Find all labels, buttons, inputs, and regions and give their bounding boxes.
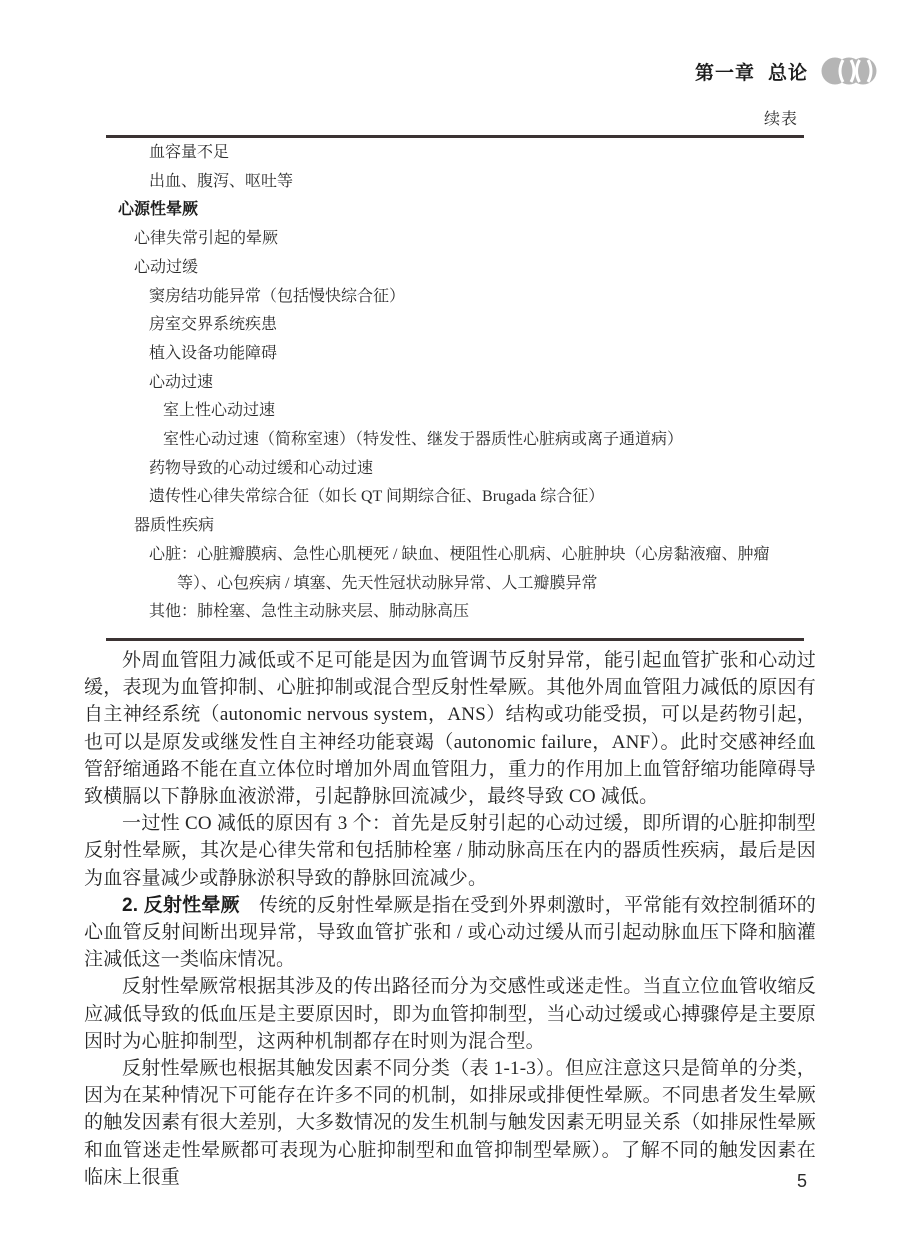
paragraph: 一过性 CO 减低的原因有 3 个：首先是反射引起的心动过缓，即所谓的心脏抑制型反射性晕厥，其次是心律失常和包括肺栓塞 / 肺动脉高压在内的器质性疾病，最后是因为血容量减少或静脉淤积导致的静脉回流减少。 <box>84 813 816 889</box>
table-row: 室性心动过速（简称室速）（特发性、继发于器质性心脏病或离子通道病） <box>163 431 684 449</box>
table-row: 血容量不足 <box>149 144 230 161</box>
syncope-classification-table <box>106 135 804 641</box>
table-row: 心脏：心脏瓣膜病、急性心肌梗死 / 缺血、梗阻性心肌病、心脏肿块（心房黏液瘤、肿瘤等）、心包疾病 / 填塞、先天性冠状动脉异常、人工瓣膜异常 <box>149 545 770 592</box>
table-row: 室上性心动过速 <box>163 402 276 420</box>
paragraph: 反射性晕厥也根据其触发因素不同分类（表 1-1-3）。但应注意这只是简单的分类，因为在某种情况下可能存在许多不同的机制，如排尿或排便性晕厥。不同患者发生晕厥的触发因素有很大差别，大多数情况的发生机制与触发因素无明显关系（如排尿性晕厥和血管迷走性晕厥都可表现为心脏抑制型和血管抑制型晕厥）。了解不同的触发因素在临床上很重 <box>84 1058 816 1188</box>
paragraph <box>84 892 816 974</box>
body-text <box>84 647 816 1191</box>
paragraph-lead-bold: 2. 反射性晕厥 <box>122 894 240 916</box>
table-row: 出血、腹泻、呕吐等 <box>149 172 294 190</box>
paragraph: 反射性晕厥常根据其涉及的传出路径而分为交感性或迷走性。当直立位血管收缩反应减低导致的低血压是主要原因时，即为血管抑制型，当心动过缓或心搏骤停是主要原因时为心脏抑制型，这两种机制都存在时则为混合型。 <box>84 976 816 1052</box>
chapter-number: 第一章 <box>694 62 755 84</box>
table-row: 窦房结功能异常（包括慢快综合征） <box>149 287 406 305</box>
table-row: 药物导致的心动过缓和心动过速 <box>149 459 374 477</box>
table-row: 房室交界系统疾患 <box>149 316 278 334</box>
running-header <box>695 57 878 85</box>
chapter-heading <box>695 58 808 85</box>
table-row: 心律失常引起的晕厥 <box>134 230 279 248</box>
table-row: 器质性疾病 <box>134 517 215 535</box>
paragraph: 外周血管阻力减低或不足可能是因为血管调节反射异常，能引起血管扩张和心动过缓，表现为血管抑制、心脏抑制或混合型反射性晕厥。其他外周血管阻力减低的原因有自主神经系统（autonomic nervous system，ANS）结构或功能受损，可以是药物引起，也可以是原发或继发性自主神经功能衰竭（autonomic failure，ANF）。此时交感神经血管舒缩通路不能在直立体位时增加外周血管阻力，重力的作用加上血管舒缩功能障碍导致横膈以下静脉血液淤滞，引起静脉回流减少，最终导致 CO 减低。 <box>84 650 816 808</box>
table-row-section-header: 心源性晕厥 <box>118 201 199 219</box>
table-row: 其他：肺栓塞、急性主动脉夹层、肺动脉高压 <box>149 603 470 621</box>
table-row: 植入设备功能障碍 <box>149 344 278 362</box>
table-row: 心动过缓 <box>134 258 199 276</box>
chapter-title: 总论 <box>767 62 808 84</box>
page-number: 5 <box>796 1171 807 1191</box>
table-row: 遗传性心律失常综合征（如长 QT 间期综合征、Brugada 综合征） <box>149 488 605 506</box>
table-continued-label: 续表 <box>763 111 798 128</box>
paragraph-rest: 传统的反射性晕厥是指在受到外界刺激时，平常能有效控制循环的心血管反射间断出现异常，导致血管扩张和 / 或心动过缓从而引起动脉血压下降和脑灌注减低这一类临床情况。 <box>84 894 816 971</box>
table-row: 心动过速 <box>149 373 214 391</box>
overlapping-circles-icon <box>821 57 878 85</box>
